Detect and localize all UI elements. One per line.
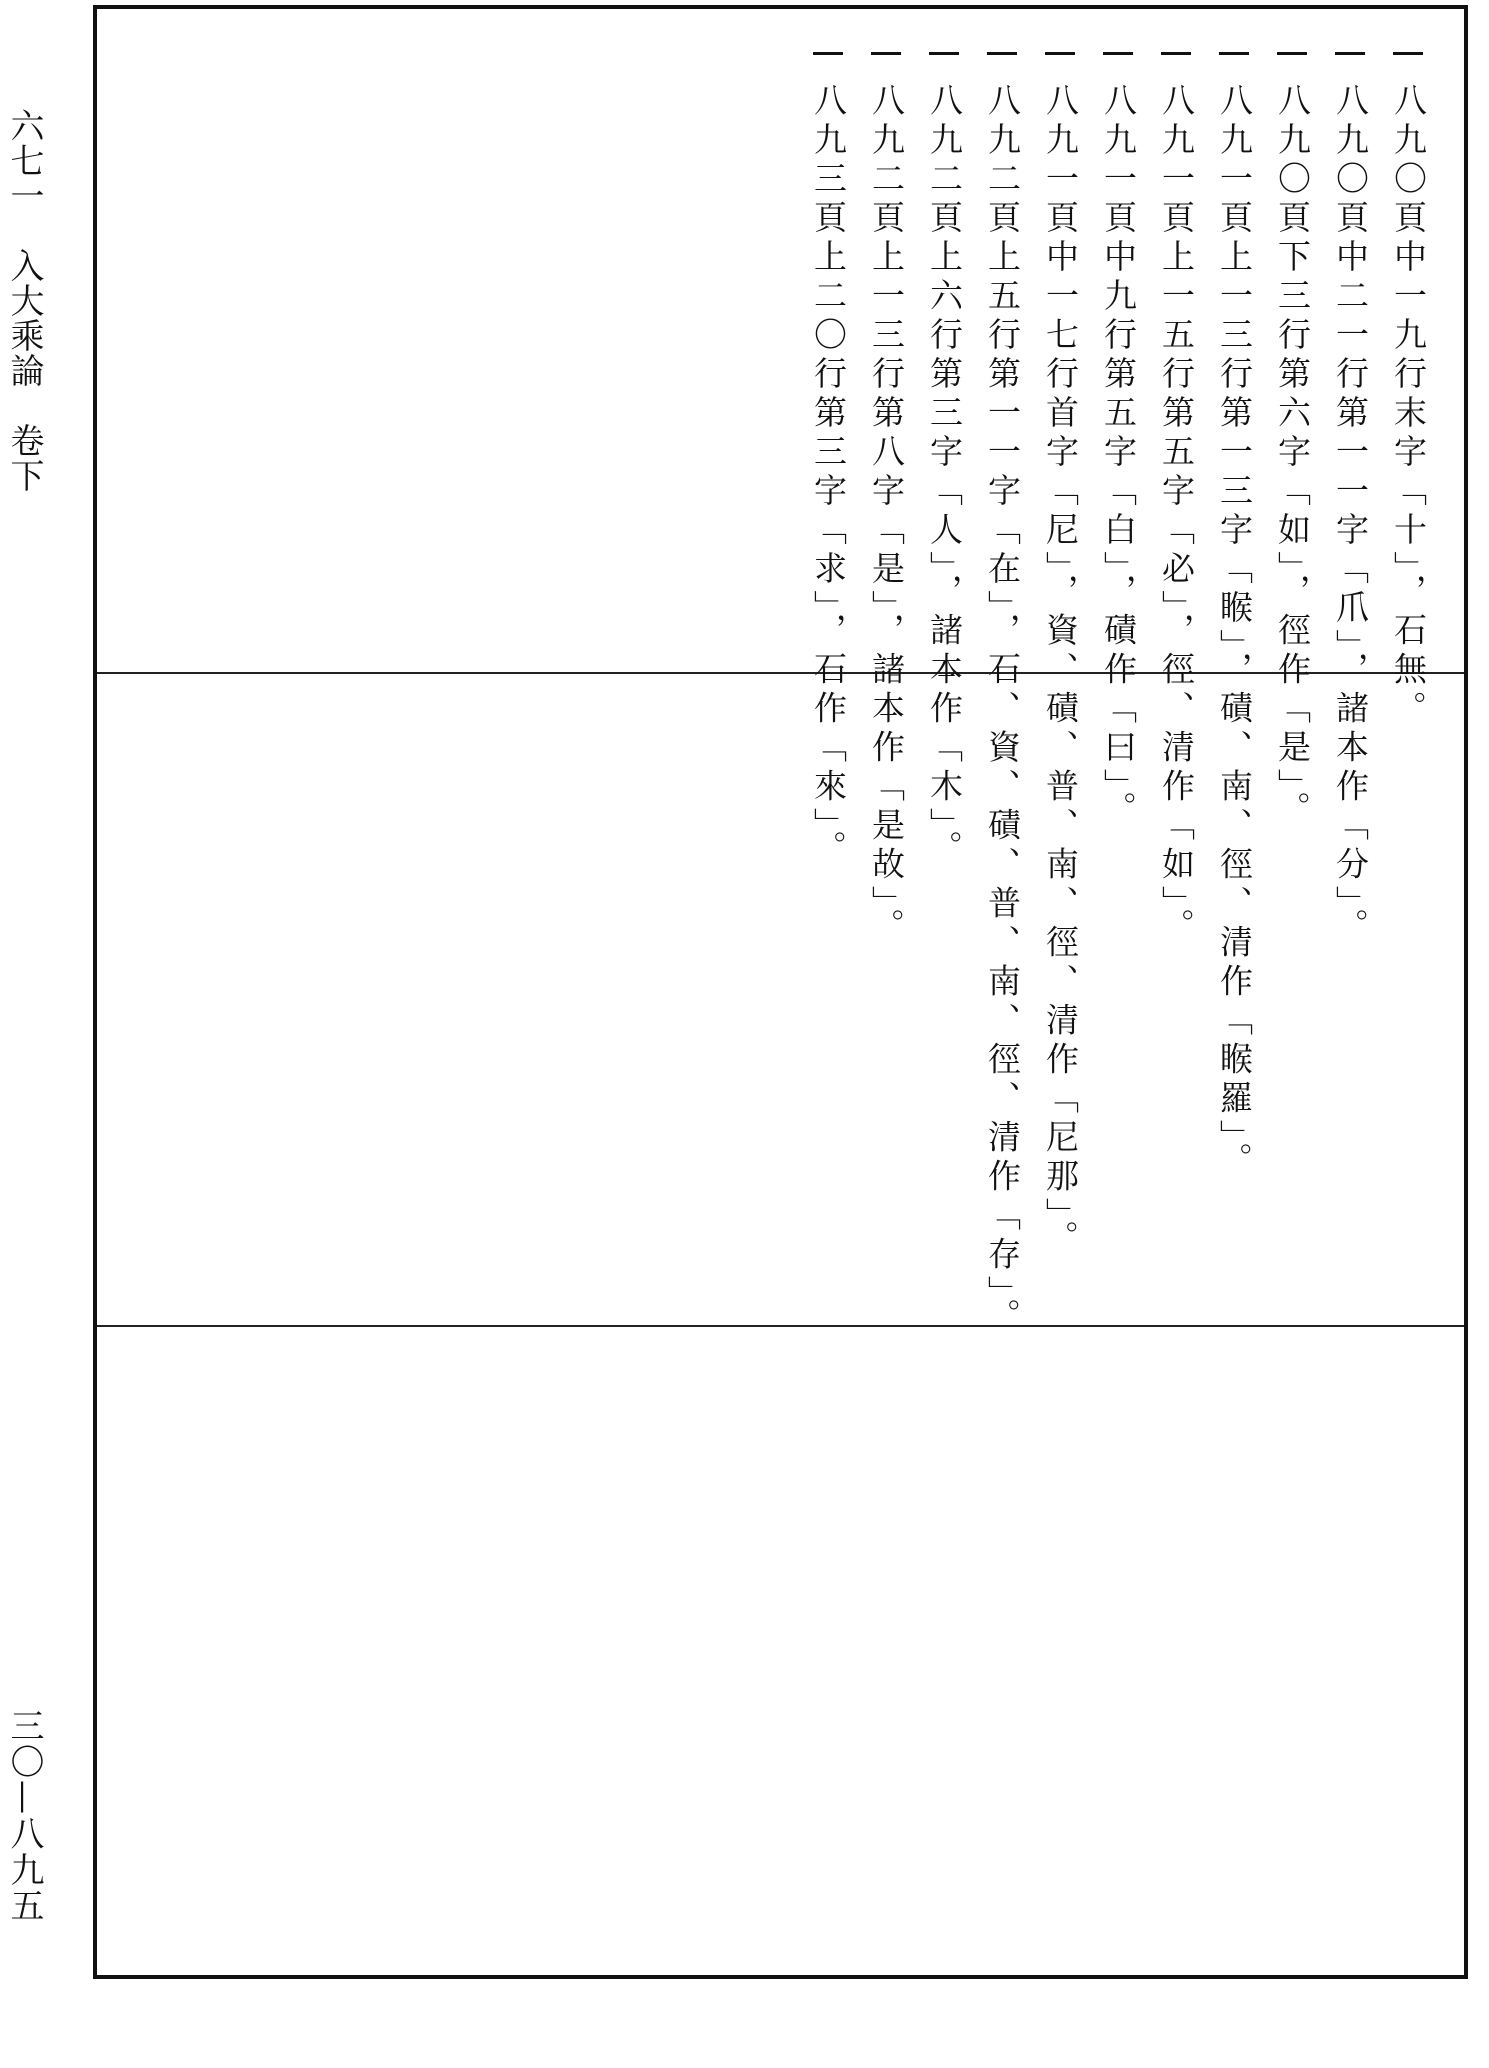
note-bullet <box>871 52 901 55</box>
collation-note <box>864 42 908 947</box>
note-bullet <box>1277 52 1307 55</box>
note-text: 八九一頁中九行第五字「白」，磧作「曰」。 <box>1099 83 1138 830</box>
collation-note <box>1328 42 1372 947</box>
collation-notes <box>130 42 1430 1337</box>
note-text: 八九一頁中一七行首字「尼」，資、磧、普、南、徑、清作「尼那」。 <box>1041 83 1080 1259</box>
collation-note <box>980 42 1024 1337</box>
note-bullet <box>987 52 1017 55</box>
collation-note <box>922 42 966 869</box>
note-bullet <box>1161 52 1191 55</box>
note-text: 八九二頁上五行第一一字「在」，石、資、磧、普、南、徑、清作「存」。 <box>983 83 1022 1337</box>
note-text: 八九二頁上六行第三字「人」，諸本作「木」。 <box>925 83 964 869</box>
note-text: 八九〇頁中二一行第一一字「爪」，諸本作「分」。 <box>1331 83 1370 947</box>
note-text: 八九三頁上二〇行第三字「求」，石作「來」。 <box>809 83 848 869</box>
note-text: 八九二頁上一三行第八字「是」，諸本作「是故」。 <box>867 83 906 947</box>
note-bullet <box>929 52 959 55</box>
page-header-title: 六七一 入大乘論 卷下 <box>4 108 44 493</box>
note-bullet <box>1335 52 1365 55</box>
section-divider-lower <box>97 1325 1464 1327</box>
note-bullet <box>813 52 843 55</box>
note-text: 八九〇頁下三行第六字「如」，徑作「是」。 <box>1273 83 1312 830</box>
note-text: 八九一頁上一五行第五字「必」，徑、清作「如」。 <box>1157 83 1196 947</box>
note-bullet <box>1045 52 1075 55</box>
collation-note <box>806 42 850 869</box>
note-text: 八九〇頁中一九行末字「十」，石無。 <box>1389 83 1428 730</box>
section-divider-upper <box>97 672 1464 674</box>
note-bullet <box>1219 52 1249 55</box>
collation-note <box>1212 42 1256 1181</box>
collation-note <box>1386 42 1430 730</box>
note-bullet <box>1393 52 1423 55</box>
collation-note <box>1038 42 1082 1259</box>
collation-note <box>1154 42 1198 947</box>
page-number: 三〇—八九五 <box>4 1708 44 1924</box>
note-text: 八九一頁上一三行第一三字「睺」，磧、南、徑、清作「睺羅」。 <box>1215 83 1254 1181</box>
note-bullet <box>1103 52 1133 55</box>
collation-note <box>1096 42 1140 830</box>
collation-note <box>1270 42 1314 830</box>
